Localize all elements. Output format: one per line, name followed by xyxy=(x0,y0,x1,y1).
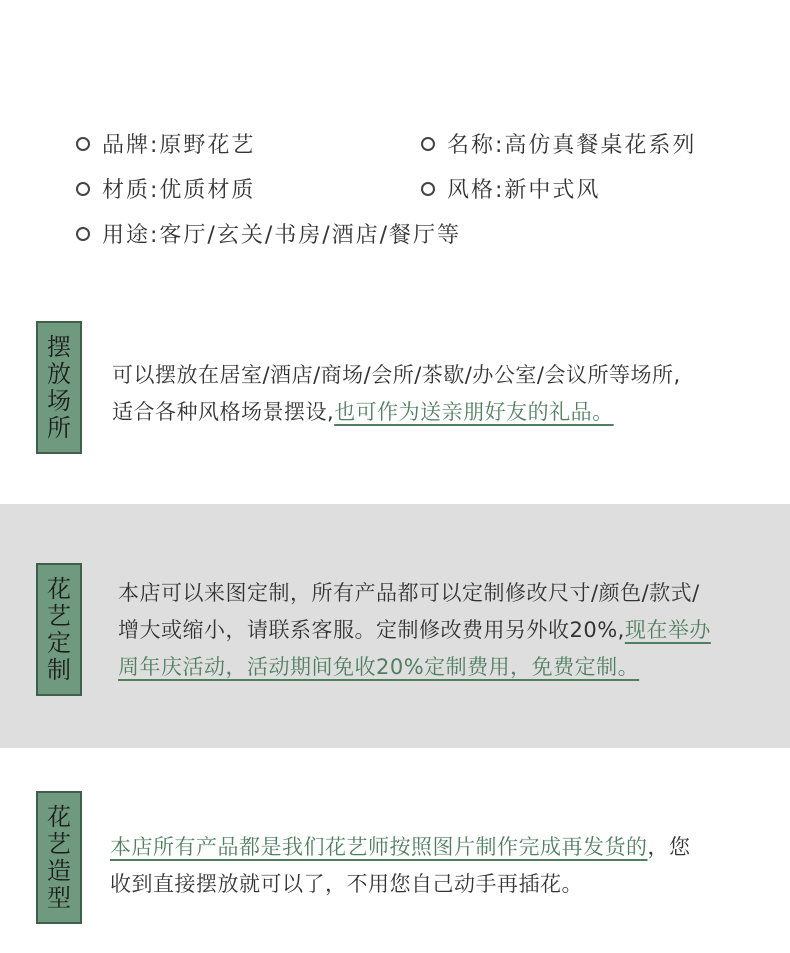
styling-line-2: 收到直接摆放就可以了，不用您自己动手再插花。 xyxy=(110,872,583,896)
placement-line-1: 可以摆放在居室/酒店/商场/会所/茶歇/办公室/会议所等场所, xyxy=(112,363,681,387)
placement-line-2-plain: 适合各种风格场景摆设, xyxy=(112,400,335,424)
styling-text xyxy=(110,829,780,903)
custom-section xyxy=(0,504,790,748)
custom-line-2-plain: 增大或缩小，请联系客服。定制修改费用另外收20%, xyxy=(118,618,625,642)
spec-usage xyxy=(76,221,461,251)
custom-text xyxy=(118,575,782,686)
tag-char: 型 xyxy=(47,883,71,912)
custom-highlight-a: 现在举办 xyxy=(624,618,711,642)
tag-char: 花 xyxy=(47,802,71,831)
circle-bullet-icon xyxy=(76,227,90,241)
spec-brand xyxy=(76,131,255,161)
circle-bullet-icon xyxy=(421,182,435,196)
circle-bullet-icon xyxy=(76,137,90,151)
tag-char: 花 xyxy=(47,574,71,603)
spec-material-text: 材质:优质材质 xyxy=(102,178,256,203)
spec-brand-text: 品牌:原野花艺 xyxy=(102,133,256,158)
spec-style-text: 风格:新中式风 xyxy=(447,178,601,203)
tag-char: 摆 xyxy=(47,332,71,361)
placement-text xyxy=(112,357,772,431)
tag-char: 所 xyxy=(47,413,71,442)
placement-highlight: 也可作为送亲朋好友的礼品。 xyxy=(334,400,614,424)
tag-char: 放 xyxy=(47,359,71,388)
spec-style xyxy=(421,176,600,206)
custom-tag xyxy=(36,563,82,696)
custom-line-2 xyxy=(118,612,782,649)
tag-char: 定 xyxy=(47,628,71,657)
styling-section xyxy=(0,780,790,950)
custom-line-3 xyxy=(118,649,782,686)
placement-tag xyxy=(36,321,82,454)
placement-line-2 xyxy=(112,394,772,431)
tag-char: 艺 xyxy=(47,829,71,858)
tag-char: 造 xyxy=(47,856,71,885)
custom-highlight-b: 周年庆活动，活动期间免收20%定制费用，免费定制。 xyxy=(118,655,640,679)
styling-line-1 xyxy=(110,829,780,866)
tag-char: 制 xyxy=(47,655,71,684)
spec-usage-text: 用途:客厅/玄关/书房/酒店/餐厅等 xyxy=(102,223,462,248)
styling-line-1-plain: ，您 xyxy=(647,835,691,859)
circle-bullet-icon xyxy=(421,137,435,151)
placement-section xyxy=(0,300,790,480)
spec-name-text: 名称:高仿真餐桌花系列 xyxy=(447,133,697,158)
spec-material xyxy=(76,176,255,206)
circle-bullet-icon xyxy=(76,182,90,196)
custom-line-1: 本店可以来图定制，所有产品都可以定制修改尺寸/颜色/款式/ xyxy=(118,581,700,605)
tag-char: 艺 xyxy=(47,601,71,630)
spec-name xyxy=(421,131,696,161)
tag-char: 场 xyxy=(47,386,71,415)
styling-highlight: 本店所有产品都是我们花艺师按照图片制作完成再发货的 xyxy=(110,835,648,859)
styling-tag xyxy=(36,791,82,924)
